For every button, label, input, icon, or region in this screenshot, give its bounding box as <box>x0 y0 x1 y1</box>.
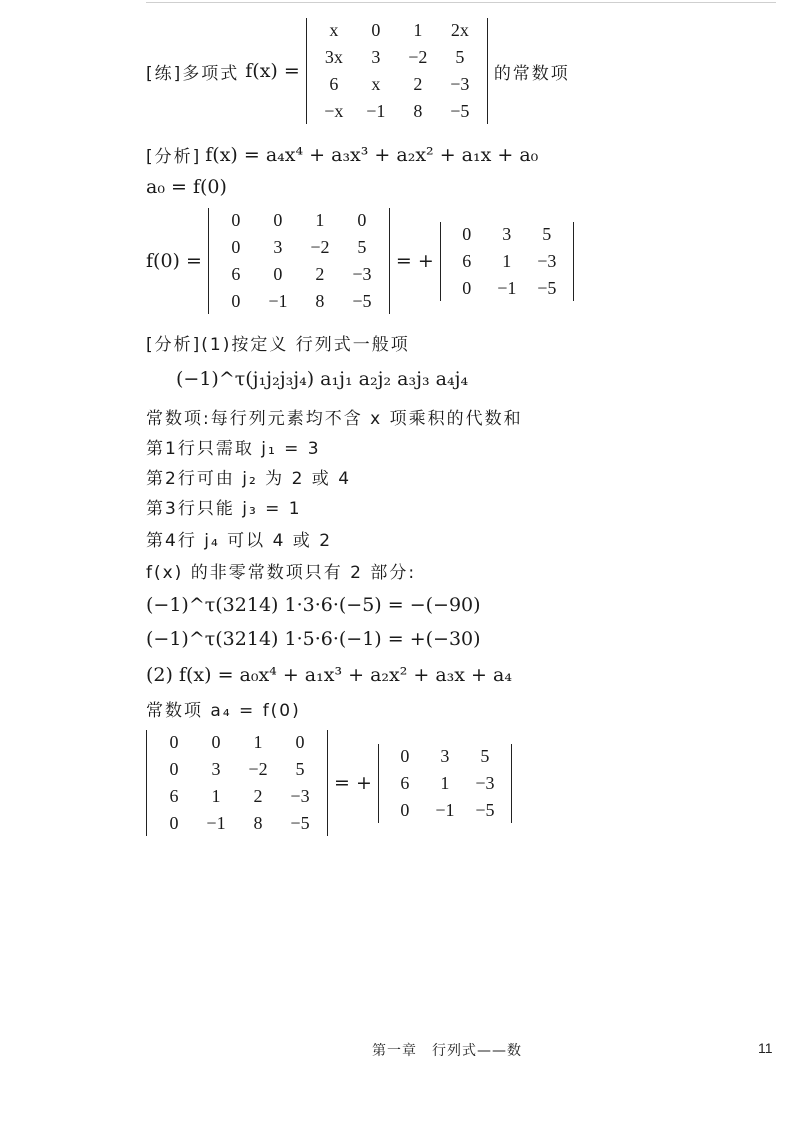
matrix-cell: 5 <box>455 47 465 67</box>
matrix-cell: −5 <box>290 813 310 833</box>
matrix-cell: 2x <box>450 20 469 40</box>
matrix-cell: 8 <box>253 813 263 833</box>
matrix-cell: 6 <box>329 74 339 94</box>
matrix-cell: −3 <box>290 786 310 806</box>
part2-formula: (2) f(x) = a₀x⁴ + a₁x³ + a₂x² + a₃x + a₄ <box>146 664 512 686</box>
term1-line <box>146 594 481 616</box>
matrix-cell: 3 <box>502 223 512 244</box>
top-rule <box>146 2 776 3</box>
page-number: 11 <box>758 1040 773 1056</box>
matrix-cell: 0 <box>273 264 283 284</box>
matrix-cell: 6 <box>231 264 241 284</box>
problem-determinant <box>306 18 488 124</box>
f0-lhs: f(0) = <box>146 250 202 272</box>
matrix-cell: 1 <box>253 732 263 752</box>
matrix-cell: 8 <box>315 291 325 311</box>
matrix-cell: 0 <box>231 291 241 311</box>
matrix-cell: 0 <box>231 210 241 230</box>
general-term: (−1)^τ(j₁j₂j₃j₄) a₁j₁ a₂j₂ a₃j₃ a₄j₄ <box>176 368 469 390</box>
matrix-cell: 6 <box>400 772 410 793</box>
problem-statement <box>146 18 570 124</box>
matrix-cell: 3x <box>324 47 343 67</box>
matrix-cell: 0 <box>357 210 367 230</box>
matrix-cell: 1 <box>502 250 512 271</box>
matrix-cell: −3 <box>352 264 372 284</box>
matrix-cell: −1 <box>497 277 517 298</box>
matrix-cell: −5 <box>537 277 557 298</box>
matrix-cell: 5 <box>357 237 367 257</box>
general-term-line <box>176 368 468 390</box>
analysis1-label: [分析] <box>146 147 202 167</box>
problem-fx: f(x) = <box>245 60 300 82</box>
const-line <box>146 696 301 721</box>
matrix-cell: 0 <box>211 732 221 752</box>
matrix-cell: 2 <box>253 786 263 806</box>
text-line-4-content: 第3行只能 j₃ = 1 <box>146 499 302 519</box>
matrix-cell: 2 <box>315 264 325 284</box>
matrix-cell: 8 <box>413 101 423 121</box>
term2-line <box>146 628 481 650</box>
matrix-cell: 0 <box>462 223 472 244</box>
analysis1-line <box>146 142 538 167</box>
matrix-cell: x <box>329 20 339 40</box>
problem-prefix: [练]多项式 <box>146 63 240 84</box>
text-line-6-content: f(x) 的非零常数项只有 2 部分: <box>146 563 417 583</box>
final-mid: = + <box>334 772 372 794</box>
matrix-cell: −1 <box>268 291 288 311</box>
matrix-cell: 3 <box>440 745 450 766</box>
term2: (−1)^τ(3214) 1·5·6·(−1) = +(−30) <box>146 628 481 650</box>
matrix-cell: 2 <box>413 74 423 94</box>
const-line-text: 常数项 a₄ = f(0) <box>146 701 301 721</box>
matrix-cell: 5 <box>480 745 490 766</box>
matrix-cell: 1 <box>440 772 450 793</box>
matrix-cell: −1 <box>435 799 455 820</box>
matrix-cell: −1 <box>206 813 226 833</box>
matrix-cell: 0 <box>295 732 305 752</box>
matrix-cell: −2 <box>310 237 330 257</box>
footer-chapter: 第一章 行列式——数 <box>372 1043 522 1059</box>
matrix-cell: 1 <box>315 210 325 230</box>
problem-suffix: 的常数项 <box>493 63 570 84</box>
matrix-cell: 0 <box>400 745 410 766</box>
matrix-cell: 0 <box>231 237 241 257</box>
matrix-cell: −5 <box>450 101 470 121</box>
matrix-cell: −x <box>324 101 344 121</box>
a0-line <box>146 176 227 198</box>
matrix-cell: 0 <box>462 277 472 298</box>
matrix-cell: 0 <box>169 759 179 779</box>
term1: (−1)^τ(3214) 1·3·6·(−5) = −(−90) <box>146 594 481 616</box>
f0-determinant-4x4 <box>208 208 390 314</box>
matrix-cell: 0 <box>169 732 179 752</box>
matrix-cell: −2 <box>248 759 268 779</box>
matrix-cell: −5 <box>475 799 495 820</box>
f0-equation <box>146 208 580 314</box>
matrix-cell: −3 <box>450 74 470 94</box>
text-line-6 <box>146 558 416 583</box>
matrix-cell: 0 <box>400 799 410 820</box>
analysis2-line <box>146 330 410 355</box>
final-determinant-3x3 <box>378 744 512 823</box>
text-line-1-content: 常数项:每行列元素均不含 x 项乘积的代数和 <box>146 409 523 429</box>
analysis2-label: [分析](1)按定义 行列式一般项 <box>146 335 410 355</box>
final-equation <box>146 730 518 836</box>
text-line-5-content: 第4行 j₄ 可以 4 或 2 <box>146 531 333 551</box>
matrix-cell: −5 <box>352 291 372 311</box>
f0-determinant-3x3 <box>440 222 574 301</box>
matrix-cell: 0 <box>371 20 381 40</box>
matrix-cell: x <box>371 74 381 94</box>
a0-formula: a₀ = f(0) <box>146 176 227 198</box>
text-line-3 <box>146 464 351 489</box>
text-line-4 <box>146 494 302 519</box>
matrix-cell: −3 <box>537 250 557 271</box>
final-determinant-4x4 <box>146 730 328 836</box>
analysis1-formula: f(x) = a₄x⁴ + a₃x³ + a₂x² + a₁x + a₀ <box>205 143 539 166</box>
matrix-cell: 1 <box>211 786 221 806</box>
matrix-cell: 5 <box>542 223 552 244</box>
matrix-cell: −1 <box>366 101 386 121</box>
text-line-3-content: 第2行可由 j₂ 为 2 或 4 <box>146 469 352 489</box>
matrix-cell: 5 <box>295 759 305 779</box>
matrix-cell: −2 <box>408 47 428 67</box>
matrix-cell: 6 <box>462 250 472 271</box>
matrix-cell: 0 <box>273 210 283 230</box>
matrix-cell: 1 <box>413 20 423 40</box>
matrix-cell: −3 <box>475 772 495 793</box>
f0-mid: = + <box>395 250 434 272</box>
text-line-2-content: 第1行只需取 j₁ = 3 <box>146 439 321 459</box>
matrix-cell: 3 <box>211 759 221 779</box>
matrix-cell: 3 <box>273 237 283 257</box>
text-line-1 <box>146 404 523 429</box>
part2-line <box>146 664 512 686</box>
matrix-cell: 6 <box>169 786 179 806</box>
matrix-cell: 0 <box>169 813 179 833</box>
text-line-5 <box>146 526 332 551</box>
text-line-2 <box>146 434 321 459</box>
matrix-cell: 3 <box>371 47 381 67</box>
